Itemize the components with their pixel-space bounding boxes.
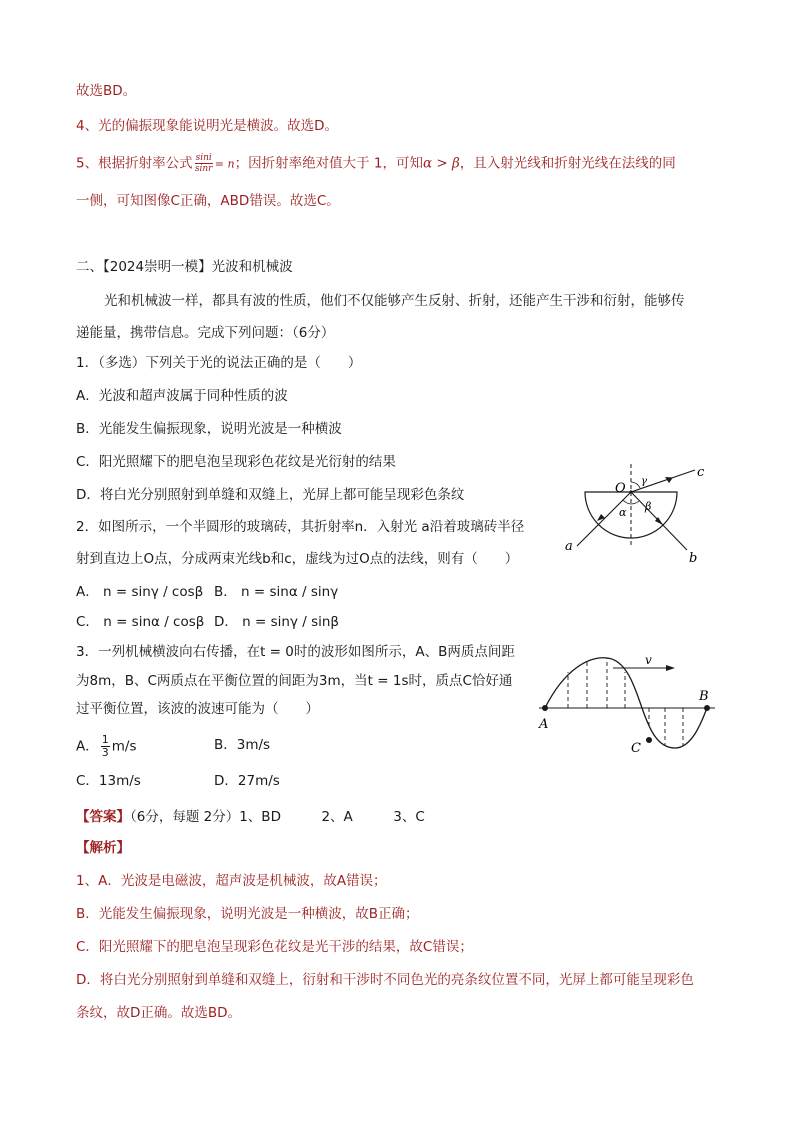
q2-stem-2: 射到直边上O点，分成两束光线b和c，虚线为过O点的法线，则有（ ）	[76, 551, 519, 567]
q1-option-a: A．光波和超声波属于同种性质的波	[76, 388, 288, 404]
point-c	[646, 737, 652, 743]
gamma-arc	[631, 482, 640, 488]
q3-option-a-fraction	[101, 734, 110, 759]
point-b	[704, 705, 710, 711]
label-alpha: α	[619, 506, 627, 519]
label-point-a: A	[539, 717, 549, 732]
answer-line	[76, 808, 425, 826]
label-v: v	[645, 653, 652, 667]
label-c: c	[697, 465, 705, 480]
label-o: O	[615, 481, 626, 496]
q1-stem: 1．（多选）下列关于光的说法正确的是（ ）	[76, 355, 362, 371]
refraction-figure	[555, 458, 715, 568]
q3-a-denominator: 3	[101, 746, 109, 759]
answer-label: 【答案】	[76, 809, 130, 825]
point-a	[542, 705, 548, 711]
analysis-line-4: D．将白光分别照射到单缝和双缝上，衍射和干涉时不同色光的亮条纹位置不同，光屏上都可能呈现彩色	[76, 972, 694, 988]
label-gamma: γ	[641, 476, 647, 487]
answer-line-bd: 故选BD。	[76, 83, 137, 99]
label-a: a	[565, 539, 573, 554]
analysis-line-2: B．光能发生偏振现象，说明光波是一种横波，故B正确；	[76, 906, 419, 922]
q3-option-b: B．3m/s	[214, 737, 271, 753]
analysis-line-3: C．阳光照耀下的肥皂泡呈现彩色花纹是光干涉的结果，故C错误；	[76, 939, 473, 955]
q3-stem-1: 3．一列机械横波向右传播，在t = 0时的波形如图所示，A、B两质点间距	[76, 644, 515, 660]
section-heading: 二、【2024崇明一模】光波和机械波	[76, 259, 293, 275]
q1-option-b: B．光能发生偏振现象，说明光波是一种横波	[76, 421, 342, 437]
analysis-line-1: 1、A．光波是电磁波，超声波是机械波，故A错误；	[76, 873, 387, 889]
label-b: b	[689, 551, 698, 566]
refraction-fraction	[195, 153, 213, 174]
explanation-5-part-a: 5、根据折射率公式	[76, 155, 193, 172]
beta-arc	[631, 501, 639, 504]
q3-option-a-prefix: A．	[76, 738, 99, 755]
q3-option-d: D．27m/s	[214, 773, 280, 789]
q3-option-a-unit: m/s	[111, 738, 137, 755]
q2-option-c: C． n = sinα / cosβ	[76, 614, 205, 630]
explanation-4: 4、光的偏振现象能说明光是横波。故选D。	[76, 118, 338, 134]
explanation-5-part-b: ；因折射率绝对值大于 1，可知	[234, 155, 423, 172]
point-o	[629, 490, 632, 493]
wave-figure	[535, 648, 725, 760]
q2-option-a: A． n = sinγ / cosβ	[76, 584, 204, 600]
intro-line-2: 递能量，携带信息。完成下列问题：（6分）	[76, 325, 335, 341]
label-point-b: B	[699, 689, 709, 704]
q2-option-d: D． n = sinγ / sinβ	[214, 614, 340, 630]
analysis-line-5: 条纹，故D正确。故选BD。	[76, 1005, 242, 1021]
equals-n: = n	[214, 157, 235, 171]
q2-option-b: B． n = sinα / sinγ	[214, 584, 339, 600]
fraction-numerator: sini	[195, 153, 212, 163]
q2-stem-1: 2．如图所示，一个半圆形的玻璃砖，其折射率n．入射光 a沿着玻璃砖半径	[76, 519, 525, 535]
q1-option-d: D．将白光分别照射到单缝和双缝上，光屏上都可能呈现彩色条纹	[76, 487, 465, 503]
alpha-arc	[623, 500, 631, 504]
label-point-c: C	[631, 741, 641, 756]
velocity-arrowhead	[666, 665, 675, 671]
q3-stem-3: 过平衡位置，该波的波速可能为（ ）	[76, 701, 319, 717]
alpha-gt-beta: α > β	[422, 155, 460, 172]
explanation-6: 一侧，可知图像C正确，ABD错误。故选C。	[76, 193, 340, 209]
analysis-label: 【解析】	[76, 840, 130, 856]
explanation-5-part-c: ，且入射光线和折射光线在法线的同	[459, 155, 676, 172]
fraction-denominator: sinr	[194, 164, 213, 174]
q1-option-c: C．阳光照耀下的肥皂泡呈现彩色花纹是光衍射的结果	[76, 454, 396, 470]
q3-stem-2: 为8m，B、C两质点在平衡位置的间距为3m，当t = 1s时，质点C恰好通	[76, 673, 513, 689]
q3-a-numerator: 1	[101, 733, 109, 746]
wave-curve	[545, 658, 707, 748]
answer-text: （6分，每题 2分）1、BD 2、A 3、C	[130, 809, 425, 825]
explanation-5	[76, 153, 676, 174]
label-beta: β	[645, 500, 652, 513]
q3-option-a	[76, 734, 136, 759]
intro-line-1: 光和机械波一样，都具有波的性质，他们不仅能够产生反射、折射，还能产生干涉和衍射，能够传	[104, 293, 685, 309]
q3-option-c: C．13m/s	[76, 773, 141, 789]
